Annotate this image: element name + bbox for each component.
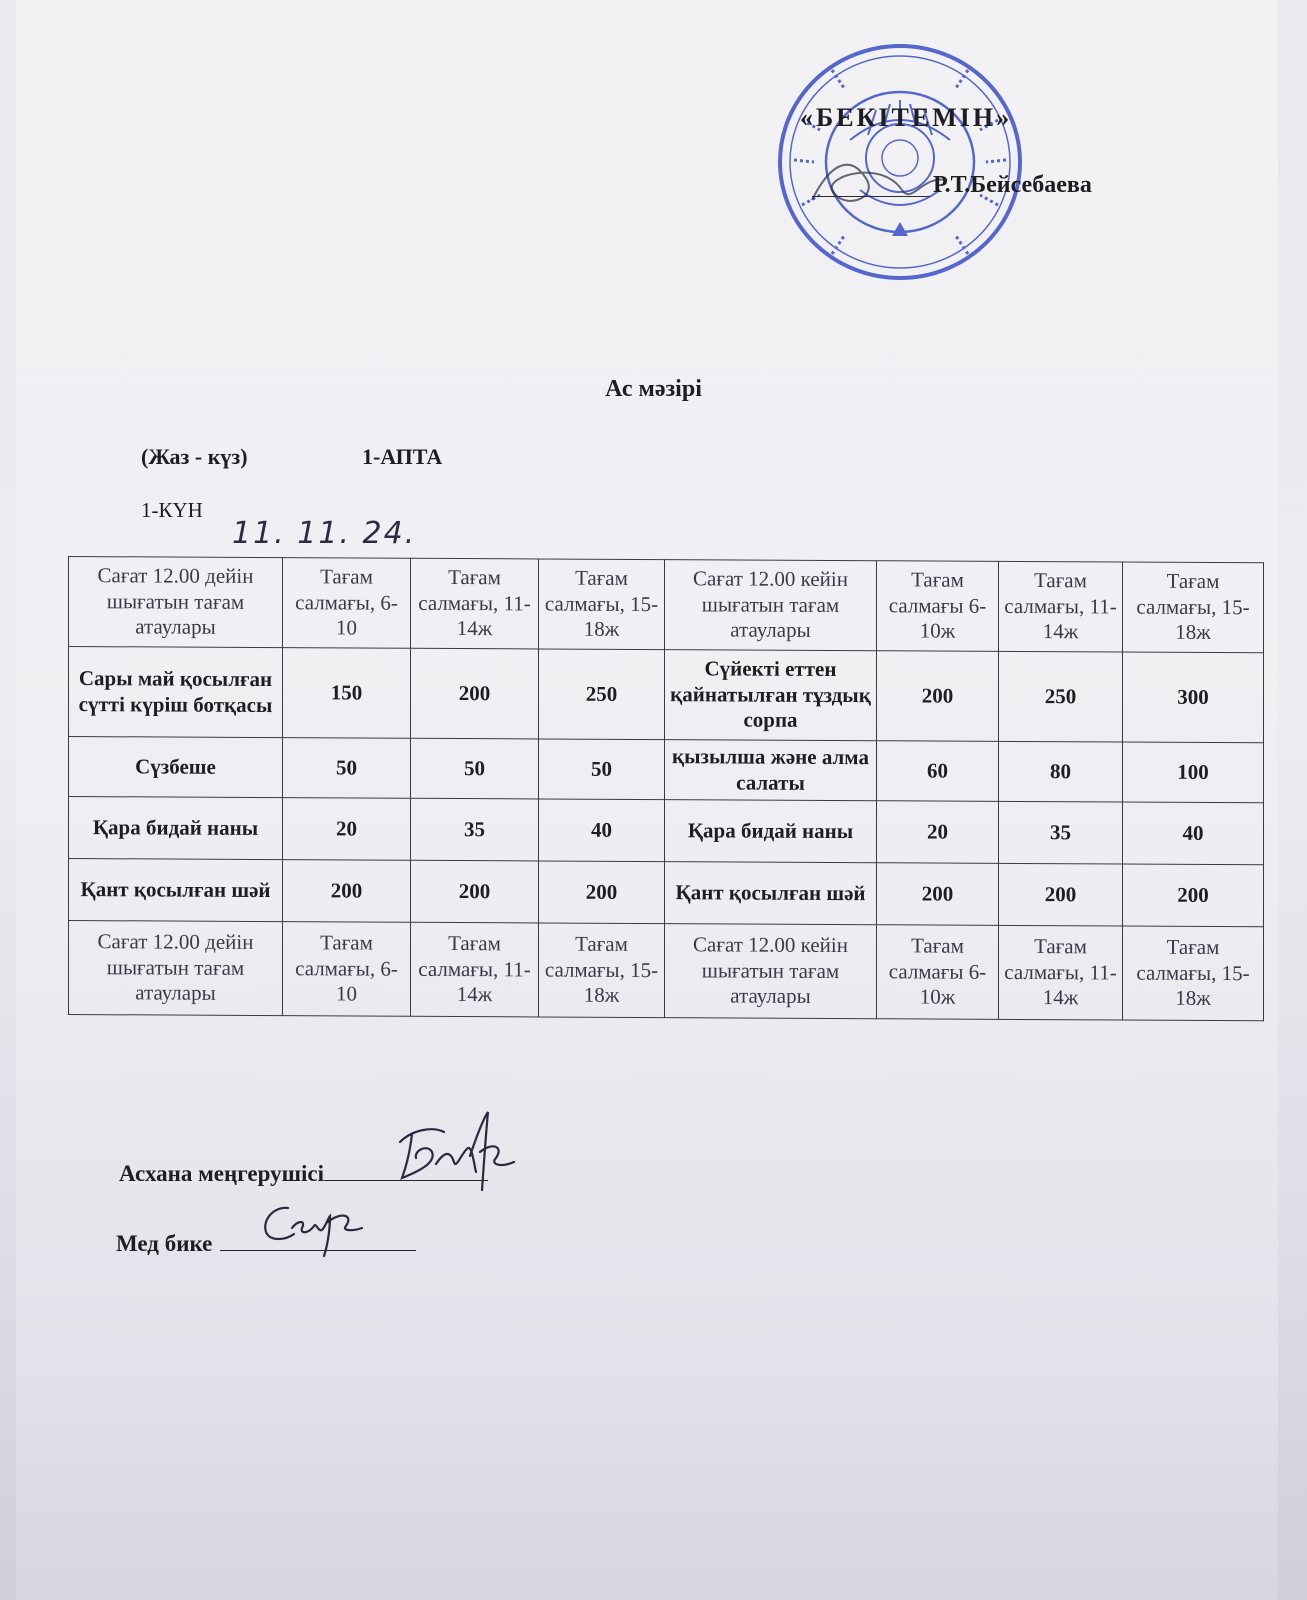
table-header-row: [69, 557, 1264, 653]
footer-cell: Тағам салмағы, 11-14ж: [411, 922, 539, 1017]
footer-cell: Сағат 12.00 дейін шығатын тағам атаулары: [69, 921, 283, 1016]
header-cell: Тағам салмағы, 11-14ж: [411, 558, 539, 649]
table-cell: 200: [877, 863, 999, 926]
table-cell: 200: [539, 861, 665, 924]
table-cell: Қант қосылған шәй: [69, 859, 283, 922]
header-cell: Сағат 12.00 кейін шығатын тағам атаулары: [665, 560, 877, 651]
footer-cell: Тағам салмағы, 15-18ж: [539, 923, 665, 1018]
footer-cell: Тағам салмағы, 11-14ж: [999, 925, 1123, 1020]
footer-cell: Тағам салмағы 6-10ж: [877, 925, 999, 1020]
table-cell: 150: [283, 648, 411, 739]
table-cell: 50: [411, 738, 539, 799]
approval-signature-line: [812, 196, 930, 197]
header-cell: Тағам салмағы, 11-14ж: [999, 561, 1123, 652]
table-cell: 300: [1123, 652, 1264, 743]
table-cell: 20: [877, 801, 999, 864]
header-cell: Тағам салмағы 6-10ж: [877, 561, 999, 652]
table-cell: 50: [539, 739, 665, 800]
table-cell: Қара бидай наны: [665, 800, 877, 863]
table-cell: 250: [539, 649, 665, 740]
table-cell: 20: [283, 798, 411, 861]
header-cell: Сағат 12.00 дейін шығатын тағам атаулары: [69, 557, 283, 648]
table-cell: 40: [539, 799, 665, 862]
footer-cell: Тағам салмағы, 15-18ж: [1123, 926, 1264, 1021]
header-cell: Тағам салмағы, 15-18ж: [539, 559, 665, 650]
table-cell: 60: [877, 741, 999, 802]
table-row: [69, 647, 1264, 743]
table-cell: 200: [1123, 864, 1264, 927]
canteen-head-label: Асхана меңгерушісі: [119, 1161, 325, 1186]
table-row: [69, 797, 1264, 865]
table-cell: Сүзбеше: [69, 737, 283, 798]
table-cell: 200: [999, 863, 1123, 926]
canteen-head-signature: [392, 1112, 522, 1192]
header-cell: Тағам салмағы, 6-10: [283, 558, 411, 649]
table-cell: 35: [999, 801, 1123, 864]
table-cell: Қант қосылған шәй: [665, 862, 877, 925]
official-stamp: [772, 40, 1032, 290]
day-label: 1-КҮН: [141, 498, 203, 522]
table-cell: Қара бидай наны: [69, 797, 283, 860]
table-row: [69, 737, 1264, 803]
nurse-signature: [258, 1188, 368, 1258]
table-footer-row: [69, 921, 1264, 1021]
approval-label: «БЕКІТЕМІН»: [800, 103, 1013, 132]
season-label: (Жаз - күз): [141, 444, 248, 469]
menu-table: [68, 556, 1264, 1021]
table-cell: 250: [999, 651, 1123, 742]
table-cell: Сүйекті еттен қайнатылған тұздық сорпа: [665, 650, 877, 741]
table-cell: қызылша және алма салаты: [665, 740, 877, 801]
table-cell: Сары май қосылған сүтті күріш ботқасы: [69, 647, 283, 738]
header-cell: Тағам салмағы, 15-18ж: [1123, 562, 1264, 653]
handwritten-date: 11. 11. 24.: [232, 516, 417, 551]
footer-cell: Тағам салмағы, 6-10: [283, 922, 411, 1017]
table-cell: 35: [411, 798, 539, 861]
table-cell: 100: [1123, 742, 1264, 803]
table-cell: 40: [1123, 802, 1264, 865]
nurse-label: Мед бике: [116, 1231, 213, 1256]
table-cell: 200: [877, 651, 999, 742]
table-cell: 50: [283, 738, 411, 799]
week-label: 1-АПТА: [362, 444, 443, 469]
approver-name: Р.Т.Бейсебаева: [933, 172, 1092, 198]
table-cell: 200: [411, 648, 539, 739]
table-cell: 80: [999, 741, 1123, 802]
footer-cell: Сағат 12.00 кейін шығатын тағам атаулары: [665, 924, 877, 1019]
table-cell: 200: [411, 860, 539, 923]
table-row: [69, 859, 1264, 927]
table-cell: 200: [283, 860, 411, 923]
page-title: Ас мәзірі: [605, 376, 702, 402]
